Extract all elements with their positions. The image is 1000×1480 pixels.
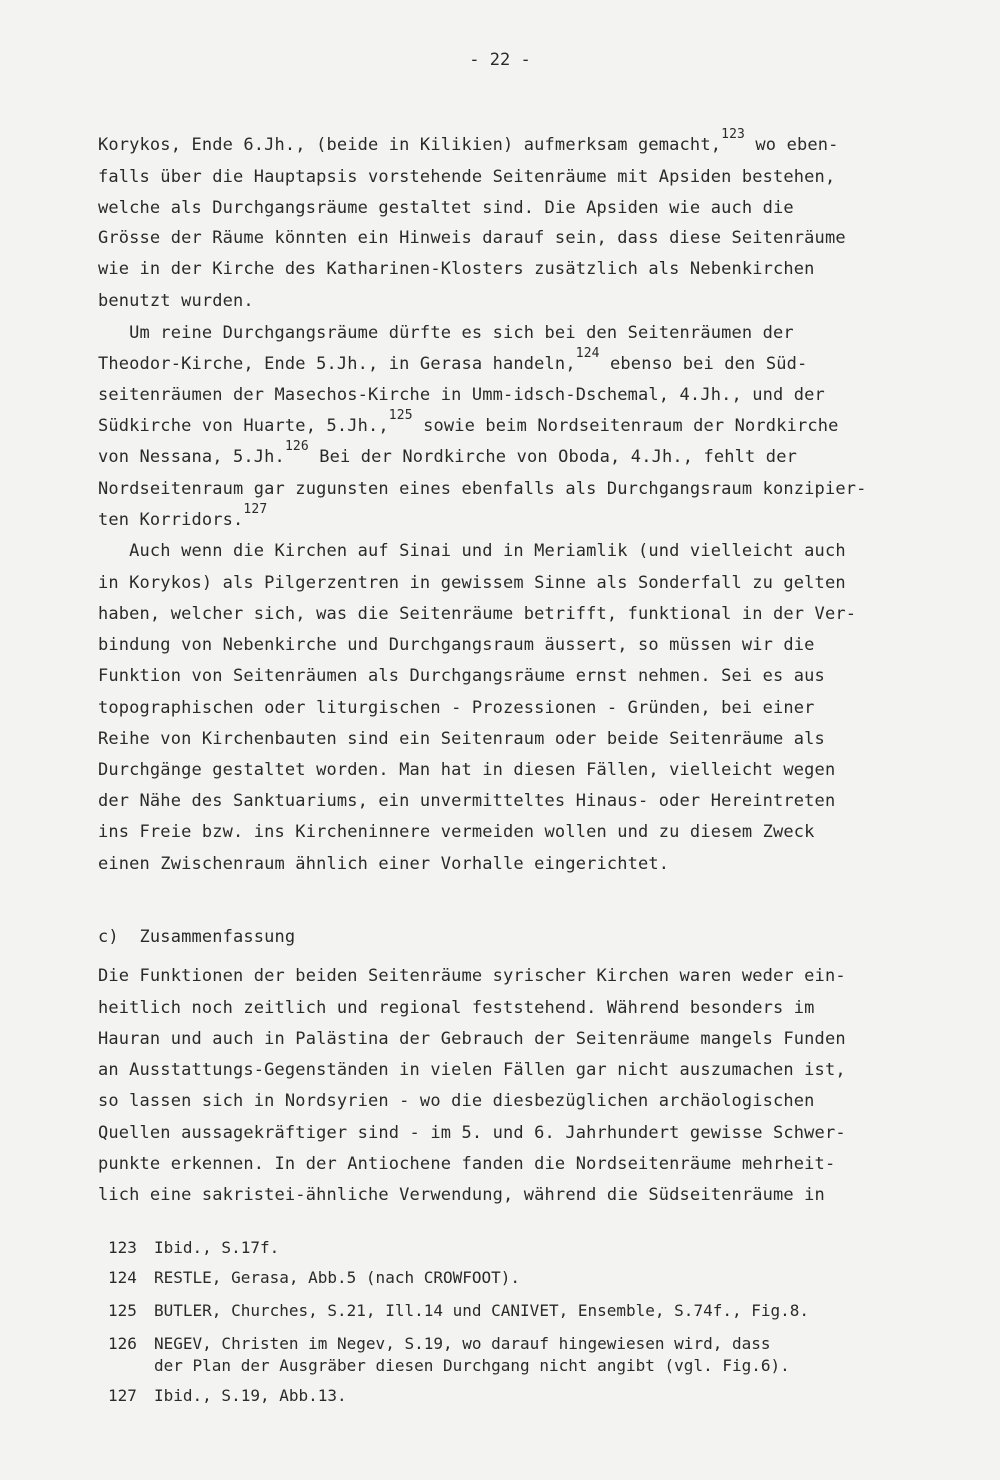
footnote: 125 BUTLER, Churches, S.21, Ill.14 und CANIVET, Ensemble, S.74f., Fig.8. xyxy=(108,1301,810,1320)
text-line: so lassen sich in Nordsyrien - wo die diesbezüglichen archäologischen xyxy=(98,1091,815,1111)
text-line: lich eine sakristei-ähnliche Verwendung, während die Südseitenräume in xyxy=(98,1185,825,1205)
text-line: der Nähe des Sanktuariums, ein unvermitteltes Hinaus- oder Hereintreten xyxy=(98,791,836,811)
text-line: Quellen aussagekräftiger sind - im 5. und 6. Jahrhundert gewisse Schwer- xyxy=(98,1123,846,1143)
text-line: Durchgänge gestaltet worden. Man hat in diesen Fällen, vielleicht wegen xyxy=(98,760,836,780)
footnote: 123 Ibid., S.17f. xyxy=(108,1238,280,1257)
text-line: Nordseitenraum gar zugunsten eines ebenfalls als Durchgangsraum konzipier- xyxy=(98,479,867,499)
footnote: 124 RESTLE, Gerasa, Abb.5 (nach CROWFOOT). xyxy=(108,1268,521,1287)
footnote-ref: 123 xyxy=(721,127,746,142)
text-line: wie in der Kirche des Katharinen-Klosters zusätzlich als Nebenkirchen xyxy=(98,259,815,279)
text-line: punkte erkennen. In der Antiochene fanden die Nordseitenräume mehrheit- xyxy=(98,1154,836,1174)
footnote: 127 Ibid., S.19, Abb.13. xyxy=(108,1386,347,1405)
text-line: topographischen oder liturgischen - Prozessionen - Gründen, bei einer xyxy=(98,698,815,718)
footnote-ref: 125 xyxy=(388,408,413,423)
text-line: Reihe von Kirchenbauten sind ein Seitenraum oder beide Seitenräume als xyxy=(98,729,825,749)
text-line: Korykos, Ende 6.Jh., (beide in Kilikien) aufmerksam gemacht,$^{123}$ wo eben- xyxy=(98,127,839,155)
text-line: welche als Durchgangsräume gestaltet sind. Die Apsiden wie auch die xyxy=(98,198,794,218)
footnote-ref: 127 xyxy=(243,502,268,517)
text-line: Auch wenn die Kirchen auf Sinai und in Meriamlik (und vielleicht auch xyxy=(98,541,846,561)
text-line: einen Zwischenraum ähnlich einer Vorhalle eingerichtet. xyxy=(98,854,670,874)
text-line: Hauran und auch in Palästina der Gebrauch der Seitenräume mangels Funden xyxy=(98,1029,846,1049)
text-line: ten Korridors.$^{127}$ xyxy=(98,502,268,530)
text-line: falls über die Hauptapsis vorstehende Seitenräume mit Apsiden bestehen, xyxy=(98,167,836,187)
text-line: in Korykos) als Pilgerzentren in gewissem Sinne als Sonderfall zu gelten xyxy=(98,573,846,593)
text-line: Funktion von Seitenräumen als Durchgangsräume ernst nehmen. Sei es aus xyxy=(98,666,825,686)
page-number: - 22 - xyxy=(469,50,531,70)
text-line: bindung von Nebenkirche und Durchgangsraum äussert, so müssen wir die xyxy=(98,635,815,655)
text-line: ins Freie bzw. ins Kircheninnere vermeiden wollen und zu diesem Zweck xyxy=(98,822,815,842)
text-line: heitlich noch zeitlich und regional feststehend. Während besonders im xyxy=(98,998,815,1018)
text-line: von Nessana, 5.Jh.$^{126}$ Bei der Nordkirche von Oboda, 4.Jh., fehlt der xyxy=(98,439,797,467)
section-heading: c) Zusammenfassung xyxy=(98,927,296,947)
text-line: Theodor-Kirche, Ende 5.Jh., in Gerasa handeln,$^{124}$ ebenso bei den Süd- xyxy=(98,346,808,374)
text-line: benutzt wurden. xyxy=(98,291,254,311)
footnote-continuation: der Plan der Ausgräber diesen Durchgang nicht angibt (vgl. Fig.6). xyxy=(154,1356,790,1375)
text-line: Südkirche von Huarte, 5.Jh.,$^{125}$ sowie beim Nordseitenraum der Nordkirche xyxy=(98,408,839,436)
text-line: Um reine Durchgangsräume dürfte es sich bei den Seitenräumen der xyxy=(98,323,794,343)
text-line: seitenräumen der Masechos-Kirche in Umm-idsch-Dschemal, 4.Jh., und der xyxy=(98,385,825,405)
footnote: 126 NEGEV, Christen im Negev, S.19, wo darauf hingewiesen wird, dass xyxy=(108,1334,771,1353)
footnote-ref: 126 xyxy=(284,439,309,454)
text-line: Die Funktionen der beiden Seitenräume syrischer Kirchen waren weder ein- xyxy=(98,966,846,986)
text-line: Grösse der Räume könnten ein Hinweis darauf sein, dass diese Seitenräume xyxy=(98,228,846,248)
text-line: an Ausstattungs-Gegenständen in vielen Fällen gar nicht auszumachen ist, xyxy=(98,1060,846,1080)
text-line: haben, welcher sich, was die Seitenräume betrifft, funktional in der Ver- xyxy=(98,604,857,624)
footnote-ref: 124 xyxy=(575,346,600,361)
